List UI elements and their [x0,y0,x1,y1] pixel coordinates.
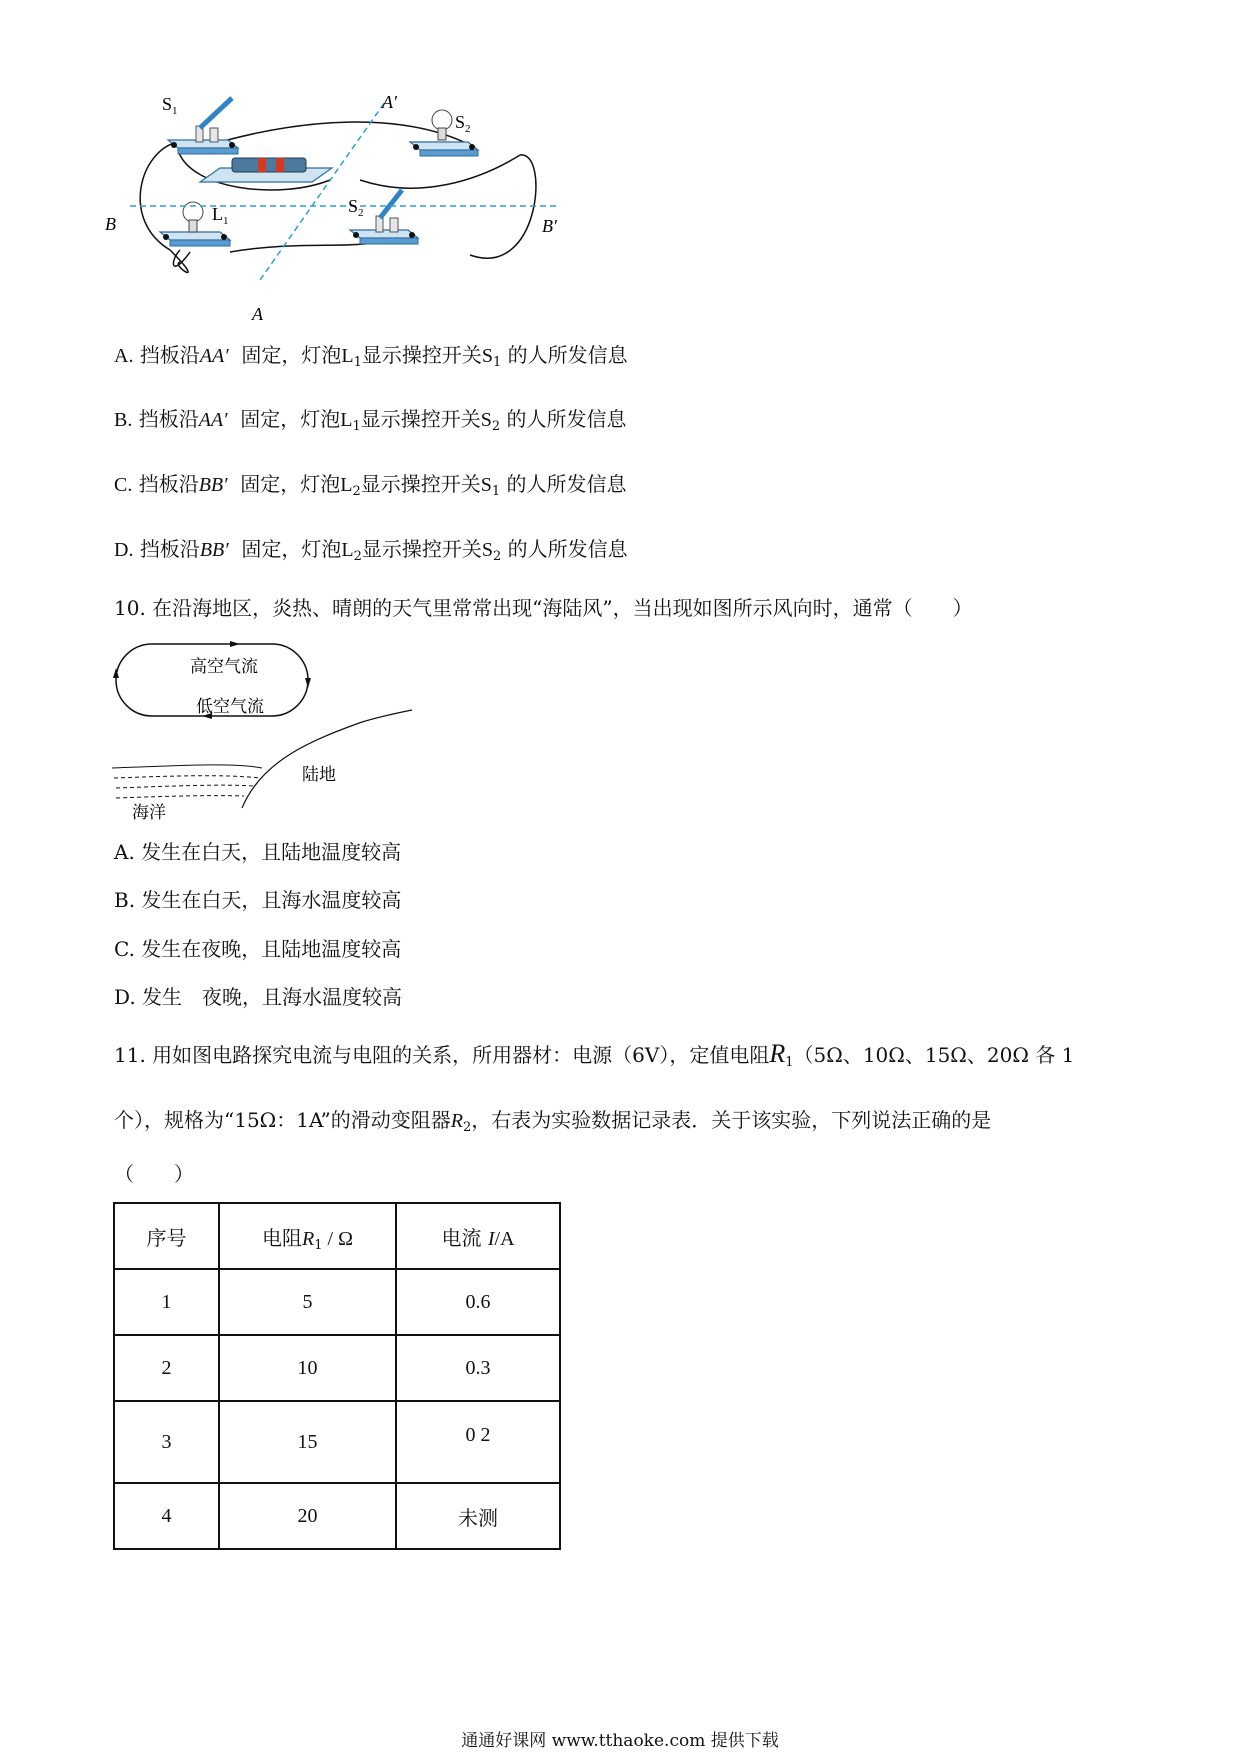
header-current: 电流 I/A [396,1203,560,1269]
label-s1: S [162,94,173,114]
q9-option-d: D. 挡板沿BB′ 固定，灯泡$L_2$显示操控开关$S_2$ 的人所发信息 [114,537,628,564]
table-row: 1 5 0.6 [114,1269,560,1335]
svg-text:S2: $S_2$ [348,196,364,219]
q9-option-b: B. 挡板沿AA′ 固定，灯泡$L_1$显示操控开关$S_2$ 的人所发信息 [114,407,627,434]
q11-stem-line3: （ ） [114,1162,194,1186]
svg-text:S1: $S_1$ [162,94,178,117]
table-header-row [114,1203,560,1269]
label-b: B [105,214,116,234]
q10-option-a: A. 发生在白天，且陆地温度较高 [114,840,402,864]
q10-option-d: D. 发生 夜晚，且海水温度较高 [114,985,403,1009]
label-upper-airflow: 高空气流 [190,657,258,677]
svg-text:S2: $S_2$ [455,112,471,135]
q10-option-c: C. 发生在夜晚，且陆地温度较高 [114,937,402,961]
q9-option-c: C. 挡板沿BB′ 固定，灯泡$L_2$显示操控开关$S_1$ 的人所发信息 [114,472,627,499]
label-lower-airflow: 低空气流 [196,697,264,717]
table-row: 4 20 未测 [114,1483,560,1549]
label-b-prime: B′ [542,216,557,236]
q10-option-b: B. 发生在白天，且海水温度较高 [114,888,402,912]
page-footer: 通通好课网 www.tthaoke.com 提供下载 [461,1731,779,1751]
label-s2-top: S [455,112,466,132]
label-sea: 海洋 [132,803,166,820]
q10-stem: 10. 在沿海地区，炎热、晴朗的天气里常常出现“海陆风”，当出现如图所示风向时，通常（ ） [114,596,973,620]
label-s2-bottom: S [348,196,359,216]
label-a: A [252,304,263,324]
table-row: 3 15 0 2 [114,1401,560,1483]
label-l1: L [212,204,223,224]
label-land: 陆地 [302,765,336,785]
svg-text:L1: $L_1$ [212,204,229,227]
label-a-prime: A′ [382,92,397,112]
circuit-figure [100,90,580,330]
sea-land-breeze-figure [112,640,422,820]
table-row: 2 10 0.3 [114,1335,560,1401]
q11-stem-line2: 个），规格为“15Ω：1A”的滑动变阻器$R_2$，右表为实验数据记录表．关于该实验，下列说法正确的是 [114,1108,992,1135]
data-table [113,1202,561,1550]
header-index: 序号 [114,1203,219,1269]
q11-stem-line1: 11. 用如图电路探究电流与电阻的关系，所用器材：电源（6V），定值电阻$R_1(5\Omega$、10Ω、15Ω、20Ω 各 1 [114,1039,1075,1070]
header-resistance: 电阻$R_1$ / Ω [219,1203,396,1269]
q9-option-a: A. 挡板沿AA′ 固定，灯泡$L_1$显示操控开关$S_1$ 的人所发信息 [114,343,628,370]
